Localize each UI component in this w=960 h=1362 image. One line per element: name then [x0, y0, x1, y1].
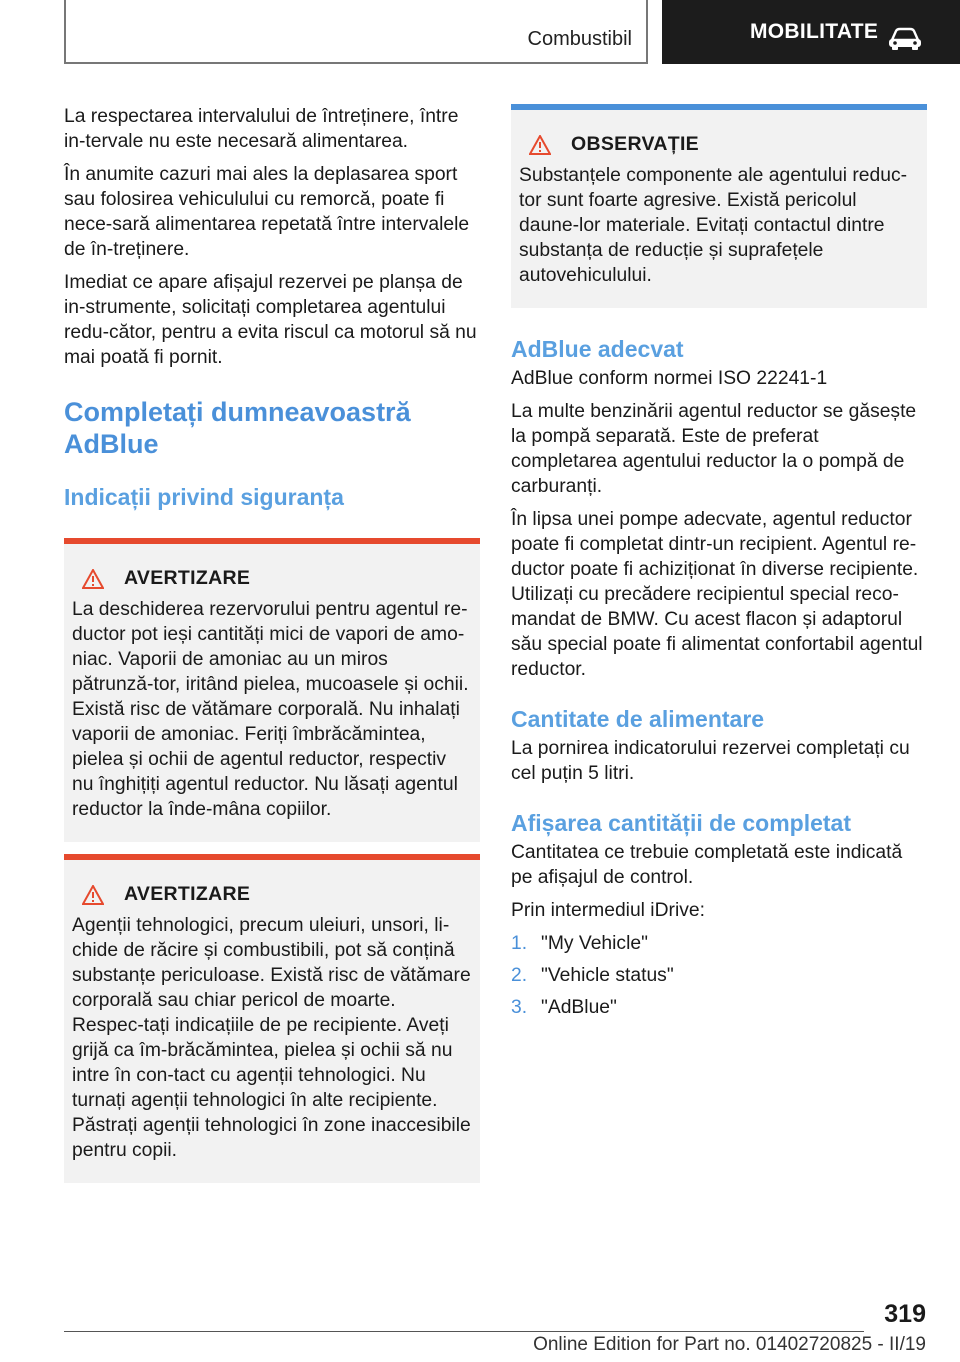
left-column — [64, 104, 480, 1183]
observation-title-text: OBSERVAȚIE — [571, 133, 699, 155]
list-item — [511, 963, 927, 988]
header-tab-label: MOBILITATE — [750, 20, 879, 43]
section-heading: Cantitate de alimentare — [511, 706, 765, 732]
step-number: 3. — [511, 997, 528, 1018]
paragraph: În lipsa unei pompe adecvate, agentul reductor poate fi completat dintr-un recipient. Agentul re-ductor poate fi achiziționat în diverse recipiente. Utilizați cu precădere recipientul special reco-mandat de BMW. Cu acest flacon și adaptorul său special poate fi alimentat confortabil agentul reductor. — [511, 509, 923, 680]
step-number: 2. — [511, 965, 528, 986]
warning-triangle-icon — [529, 135, 551, 155]
car-icon — [888, 27, 922, 57]
section-heading: AdBlue adecvat — [511, 336, 684, 362]
right-column — [511, 104, 927, 1027]
step-number: 1. — [511, 933, 528, 954]
step-text: "My Vehicle" — [541, 933, 648, 954]
page-number: 319 — [884, 1300, 926, 1328]
header-chapter-tab — [662, 0, 960, 64]
observation-title — [519, 132, 919, 157]
paragraph: Cantitatea ce trebuie completată este indicată pe afișajul de control. — [511, 842, 903, 888]
step-text: "AdBlue" — [541, 997, 617, 1018]
warning-title-text: AVERTIZARE — [124, 883, 251, 905]
warning-title — [72, 566, 472, 591]
warning-triangle-icon — [82, 885, 104, 905]
section-heading: Completați dumneavoastră AdBlue — [64, 397, 411, 459]
paragraph: La multe benzinării agentul reductor se găsește la pompă separată. Este de preferat completarea agentului reductor la o pompă de carburanți. — [511, 401, 917, 497]
list-item — [511, 931, 927, 956]
warning-triangle-icon — [82, 569, 104, 589]
paragraph: La pornirea indicatorului rezervei completați cu cel puțin 5 litri. — [511, 738, 910, 784]
footer-divider — [64, 1331, 864, 1332]
warning-box — [64, 854, 480, 1183]
warning-title-text: AVERTIZARE — [124, 567, 251, 589]
paragraph: La respectarea intervalului de întreținere, între in-tervale nu este necesară alimentarea. — [64, 106, 459, 152]
header-section-title: Combustibil — [527, 28, 632, 50]
section-heading: Afișarea cantității de completat — [511, 810, 851, 836]
paragraph: Imediat ce apare afișajul rezervei pe planșa de in-strumente, solicitați completarea agentului redu-cător, pentru a evita riscul ca motorul să nu mai poată fi pornit. — [64, 272, 477, 368]
warning-title — [72, 882, 472, 907]
observation-box — [511, 104, 927, 308]
warning-text: Agenții tehnologici, precum uleiuri, unsori, li-chide de răcire și combustibili, pot să conțină substanțe periculoase. Există risc de vătămare corporală sau chiar pericol de moarte. Respec-tați indicațiile de pe recipiente. Aveți grijă ca îm-brăcămintea, pielea și ochii să nu intre în con-tact cu agenții tehnologici. Nu turnați agenții tehnologici în alte recipiente. Păstrați agenții tehnologici în zone inaccesibile pentru copii. — [72, 915, 471, 1161]
step-text: "Vehicle status" — [541, 965, 674, 986]
idrive-steps-list — [511, 931, 927, 1020]
footer-edition: Online Edition for Part no. 01402720825 - II/19 — [533, 1334, 926, 1355]
subsection-heading: Indicații privind siguranța — [64, 484, 344, 510]
paragraph: Prin intermediul iDrive: — [511, 900, 705, 921]
observation-text: Substanțele componente ale agentului reduc-tor sunt foarte agresive. Există pericolul daune-lor materiale. Evitați contactul dintre substanța de reducție și suprafețele autovehiculului. — [519, 165, 908, 286]
paragraph: În anumite cazuri mai ales la deplasarea sport sau folosirea vehiculului cu remorcă, poate fi nece-sară alimentarea repetată între intervalele de în-treținere. — [64, 164, 470, 260]
warning-box — [64, 538, 480, 842]
list-item — [511, 995, 927, 1020]
paragraph: AdBlue conform normei ISO 22241-1 — [511, 368, 828, 389]
warning-text: La deschiderea rezervorului pentru agentul re-ductor pot ieși cantități mici de vapori de amo-niac. Vaporii de amoniac au un miros pătrunză-tor, iritând pielea, mucoasele și ochii. Există risc de vătămare corporală. Nu inhalați vaporii de amoniac. Feriți îmbrăcămintea, pielea și ochii de agentul reductor, respectiv nu înghițiți agentul reductor. Nu lăsați agentul reductor la înde-mâna copiilor. — [72, 599, 469, 820]
